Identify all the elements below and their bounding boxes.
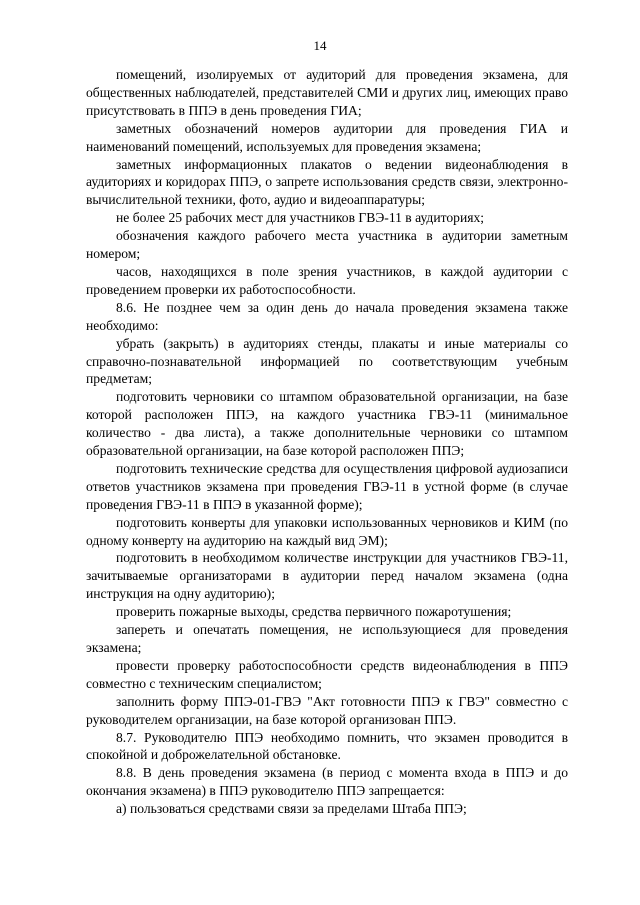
paragraph-workplaces: не более 25 рабочих мест для участников ГВЭ-11 в аудиториях; [116,210,485,226]
page-number: 14 [313,38,327,53]
paragraph-room-numbers: заметных обозначений номеров аудитории для проведения ГИА и наименований помещений, используемых для проведения экзамена; [86,120,568,154]
paragraph-section-8-7: 8.7. Руководителю ППЭ необходимо помнить, что экзамен проводится в спокойной и доброжелательной обстановке. [86,729,568,763]
paragraph-video-check: провести проверку работоспособности средств видеонаблюдения в ППЭ совместно с техническим специалистом; [86,657,568,691]
paragraph-lock-rooms: запереть и опечатать помещения, не использующиеся для проведения экзамена; [86,622,568,655]
paragraph-remove-stands: убрать (закрыть) в аудиториях стенды, плакаты и иные материалы со справочно-познавательной информацией по соответствующим учебным предметам; [86,335,568,387]
paragraph-envelopes: подготовить конверты для упаковки использованных черновиков и КИМ (по одному конверту на аудиторию на каждый вид ЭМ); [86,514,568,548]
paragraph-fire-exits: проверить пожарные выходы, средства первичного пожаротушения; [116,604,512,620]
paragraph-premises: помещений, изолируемых от аудиторий для проведения экзамена, для общественных наблюдателей, представителей СМИ и других лиц, имеющих право присутствовать в ППЭ в день проведения ГИА; [86,67,568,118]
paragraph-section-8-8: 8.8. В день проведения экзамена (в период с момента входа в ППЭ и до окончания экзамена) в ППЭ руководителю ППЭ запрещается: [86,765,568,799]
paragraph-workplace-numbers: обозначения каждого рабочего места участника в аудитории заметным номером; [86,228,568,262]
paragraph-section-8-6: 8.6. Не позднее чем за один день до начала проведения экзамена также необходимо: [86,299,568,333]
paragraph-audio-recording: подготовить технические средства для осуществления цифровой аудиозаписи ответов участников экзамена при проведения ГВЭ-11 в устной форме (в случае проведения ГВЭ-11 в ППЭ в указанной форме); [86,460,568,512]
paragraph-instructions: подготовить в необходимом количестве инструкции для участников ГВЭ-11, зачитываемые организаторами в аудитории перед началом экзамена (одна инструкция на одну аудиторию); [86,550,568,602]
paragraph-clocks: часов, находящихся в поле зрения участников, в каждой аудитории с проведением проверки их работоспособности. [86,263,568,297]
paragraph-form-ppe01: заполнить форму ППЭ-01-ГВЭ "Акт готовности ППЭ к ГВЭ" совместно с руководителем организации, на базе которой организован ППЭ. [86,693,568,727]
paragraph-drafts: подготовить черновики со штампом образовательной организации, на базе которой расположен ППЭ, на каждого участника ГВЭ-11 (минимальное количество - два листа), а также дополнительные черновики со штампом образовательной организации, на базе которой расположен ППЭ; [86,389,568,459]
paragraph-video-posters: заметных информационных плакатов о ведении видеонаблюдения в аудиториях и коридорах ППЭ, о запрете использования средств связи, электронно-вычислительной техники, фото, аудио и видеоаппаратуры; [86,156,568,208]
paragraph-item-a: а) пользоваться средствами связи за пределами Штаба ППЭ; [116,801,467,817]
document-body [86,66,568,818]
